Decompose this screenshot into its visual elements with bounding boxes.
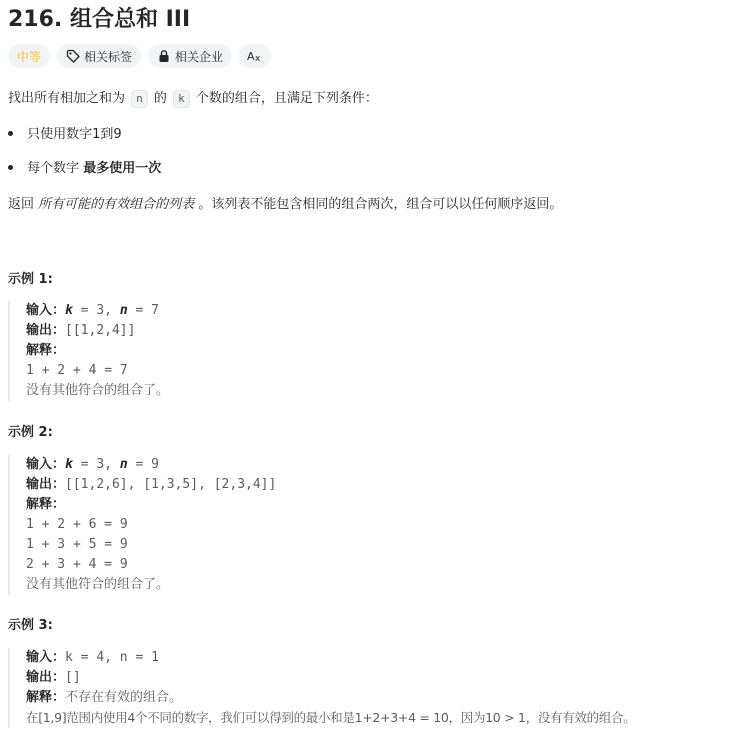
example-1-input: 输入：k = 3, n = 7	[26, 303, 159, 318]
example-2-input: 输入：k = 3, n = 9	[26, 457, 159, 472]
tag-row	[8, 44, 271, 68]
difficulty-badge: 中等	[8, 44, 50, 68]
example-2-block	[8, 455, 276, 595]
example-3-title: 示例 3:	[8, 618, 53, 633]
example-1-output: 输出：[[1,2,4]]	[26, 323, 136, 338]
svg-text:x: x	[255, 54, 261, 63]
example-2-line: 2 + 3 + 4 = 9	[26, 557, 128, 572]
constraint-item-1: 只使用数字1到9	[8, 123, 122, 142]
example-3-output: 输出：[]	[26, 670, 81, 685]
translate-icon	[247, 49, 263, 63]
example-1-explain-label: 解释：	[26, 343, 66, 358]
example-2-line: 1 + 2 + 6 = 9	[26, 517, 128, 532]
example-3-input: 输入：k = 4, n = 1	[26, 650, 159, 665]
example-2-line: 没有其他符合的组合了。	[26, 577, 170, 592]
related-companies-label: 相关企业	[175, 49, 224, 64]
var-k: k	[173, 90, 190, 108]
var-n: n	[131, 90, 148, 108]
description-intro: 找出所有相加之和为 n 的 k 个数的组合，且满足下列条件：	[8, 91, 378, 106]
example-1-title: 示例 1:	[8, 272, 53, 287]
example-1-line: 1 + 2 + 4 = 7	[26, 363, 128, 378]
translate-button[interactable]	[239, 44, 271, 68]
related-tags-label: 相关标签	[84, 49, 133, 64]
example-3-block	[8, 648, 635, 728]
example-2-line: 1 + 3 + 5 = 9	[26, 537, 128, 552]
example-1-line: 没有其他符合的组合了。	[26, 383, 170, 398]
problem-title: 216. 组合总和 III	[8, 7, 191, 32]
related-tags-button[interactable]	[57, 44, 141, 68]
related-companies-button[interactable]	[148, 44, 232, 68]
example-2-title: 示例 2:	[8, 425, 53, 440]
example-2-output: 输出：[[1,2,6], [1,3,5], [2,3,4]]	[26, 477, 277, 492]
description-return: 返回 所有可能的有效组合的列表 。该列表不能包含相同的组合两次，组合可以以任何顺序返回。	[8, 197, 563, 212]
constraint-item-2: 每个数字 最多使用一次	[8, 157, 161, 176]
svg-text:A: A	[247, 50, 255, 63]
lock-icon	[157, 49, 171, 63]
example-3-line: 在[1,9]范围内使用4个不同的数字，我们可以得到的最小和是1+2+3+4 = 10，因为10 > 1，没有有效的组合。	[26, 710, 636, 725]
example-3-explain: 解释：不存在有效的组合。	[26, 690, 183, 705]
example-1-block	[8, 301, 169, 401]
example-2-explain-label: 解释：	[26, 497, 66, 512]
tag-icon	[66, 49, 80, 63]
